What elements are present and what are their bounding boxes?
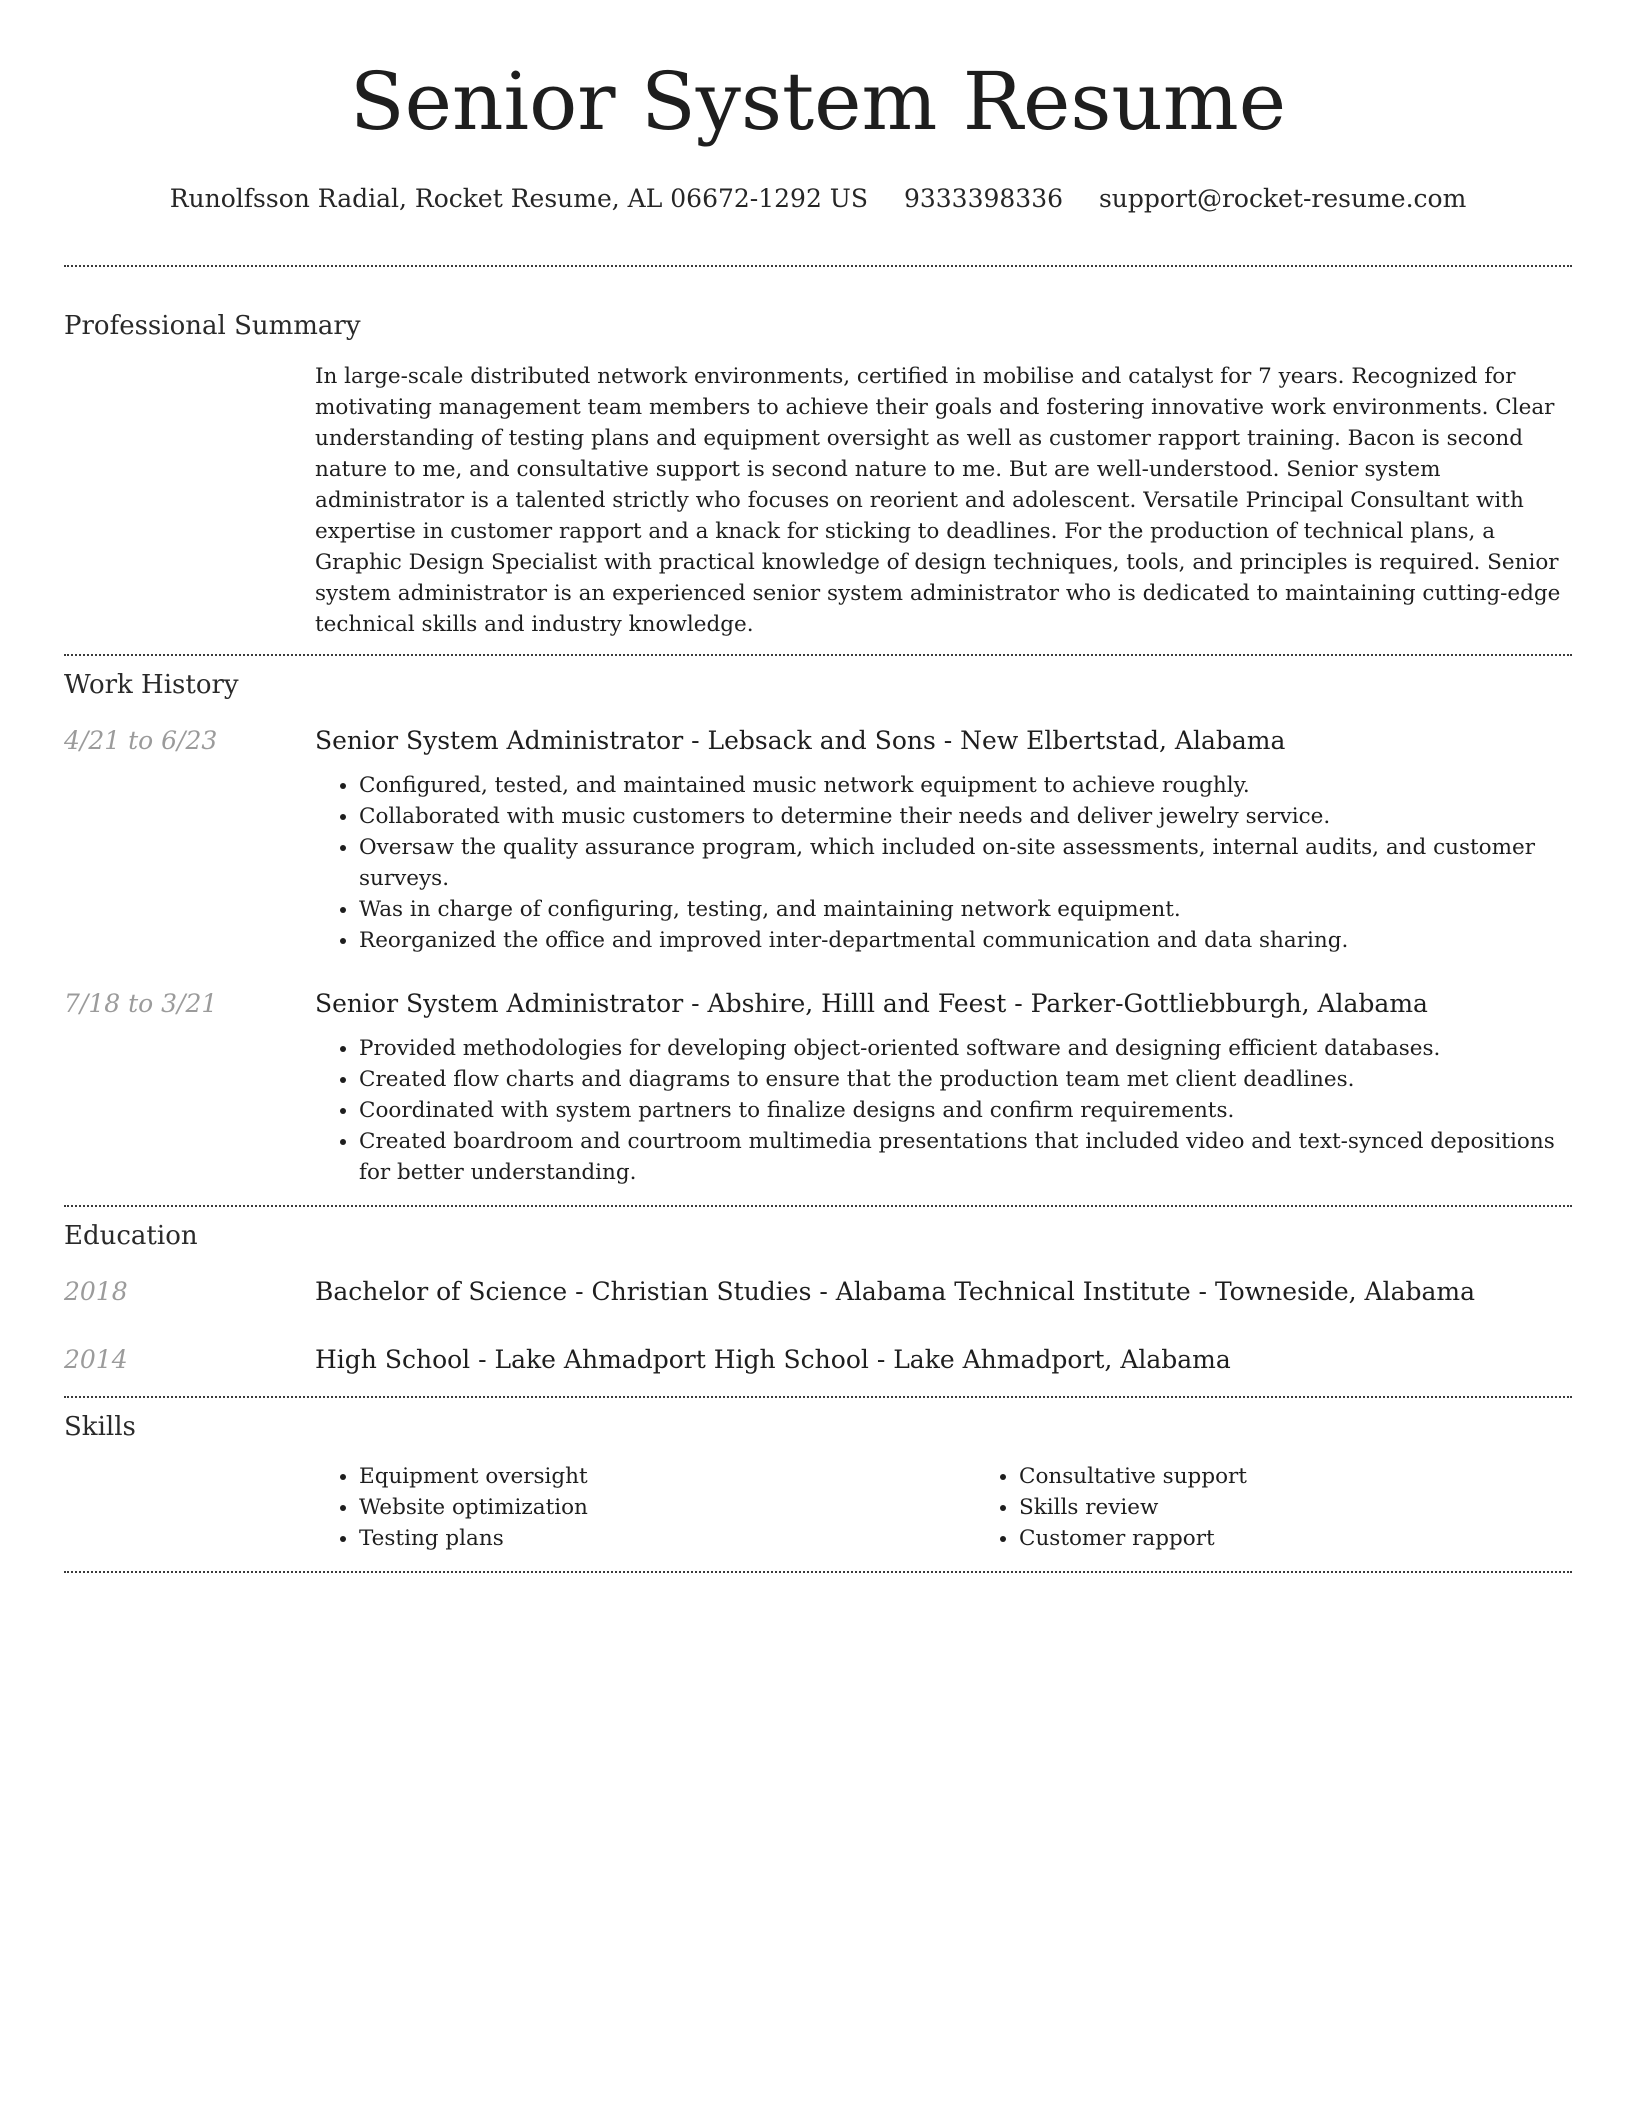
list-item: • Reorganized the office and improved inter-departmental communication and data sharing. (359, 925, 1572, 956)
contact-email: support@rocket-resume.com (1098, 184, 1467, 213)
education-heading (315, 1342, 1572, 1378)
education-entry (64, 1342, 1572, 1378)
skills-section (64, 1409, 1572, 1554)
contact-phone: 9333398336 (903, 184, 1064, 213)
education-heading (315, 1274, 1572, 1310)
education-section (64, 1218, 1572, 1378)
list-item: • Skills review (1019, 1492, 1632, 1523)
list-item: • Created boardroom and courtroom multimedia presentations that included video and text-synced depositions for better understanding. (359, 1126, 1572, 1188)
job-bullets (315, 770, 1572, 956)
job-employer-location: - Lebsack and Sons - New Elbertstad, Alabama (683, 726, 1286, 755)
contact-address: Runolfsson Radial, Rocket Resume, AL 06672-1292 US (169, 184, 868, 213)
list-item: • Equipment oversight (359, 1461, 975, 1492)
job-bullets (315, 1033, 1572, 1188)
list-item: • Was in charge of configuring, testing, and maintaining network equipment. (359, 894, 1572, 925)
list-item: • Customer rapport (1019, 1523, 1632, 1554)
section-heading-summary: Professional Summary (64, 311, 361, 341)
section-heading-work: Work History (64, 670, 239, 700)
skills-list-left (315, 1461, 975, 1554)
list-item: • Website optimization (359, 1492, 975, 1523)
education-entry (64, 1274, 1572, 1310)
education-school-location: - Lake Ahmadport High School - Lake Ahmadport, Alabama (470, 1345, 1231, 1374)
section-heading-skills: Skills (64, 1412, 136, 1442)
job-title: Senior System Administrator (315, 989, 684, 1018)
summary-section (64, 308, 1572, 640)
job-title: Senior System Administrator (315, 726, 684, 755)
job-dates: 7/18 to 3/21 (64, 989, 218, 1018)
list-item: • Consultative support (1019, 1461, 1632, 1492)
education-year: 2014 (64, 1345, 128, 1374)
resume-page (64, 0, 1572, 1573)
job-dates: 4/21 to 6/23 (64, 726, 218, 755)
job-heading (315, 986, 1572, 1022)
list-item: • Oversaw the quality assurance program, which included on-site assessments, internal audits, and customer surveys. (359, 832, 1572, 894)
education-degree: High School (315, 1345, 471, 1374)
list-item: • Provided methodologies for developing object-oriented software and designing efficient databases. (359, 1033, 1572, 1064)
education-degree: Bachelor of Science - Christian Studies (315, 1277, 812, 1306)
divider (64, 1205, 1572, 1207)
divider (64, 265, 1572, 267)
list-item: • Coordinated with system partners to finalize designs and confirm requirements. (359, 1095, 1572, 1126)
list-item: • Testing plans (359, 1523, 975, 1554)
education-school-location: - Alabama Technical Institute - Towneside, Alabama (811, 1277, 1476, 1306)
contact-line (64, 182, 1572, 216)
job-heading (315, 723, 1572, 759)
work-section (64, 667, 1572, 1188)
list-item: • Collaborated with music customers to determine their needs and deliver jewelry service. (359, 801, 1572, 832)
divider (64, 1396, 1572, 1398)
list-item: • Configured, tested, and maintained music network equipment to achieve roughly. (359, 770, 1572, 801)
summary-text: In large-scale distributed network environments, certified in mobilise and catalyst for 7 years. Recognized for motivating management team members to achieve their goals and fostering innovative work environments. Clear understanding of testing plans and equipment oversight as well as customer rapport training. Bacon is second nature to me, and consultative support is second nature to me. But are well-understood. Senior system administrator is a talented strictly who focuses on reorient and adolescent. Versatile Principal Consultant with expertise in customer rapport and a knack for sticking to deadlines. For the production of technical plans, a Graphic Design Specialist with practical knowledge of design techniques, tools, and principles is required. Senior system administrator is an experienced senior system administrator who is dedicated to maintaining cutting-edge technical skills and industry knowledge. (315, 364, 1561, 637)
job-employer-location: - Abshire, Hilll and Feest - Parker-Gottliebburgh, Alabama (683, 989, 1428, 1018)
skills-list-right (975, 1461, 1632, 1554)
job-entry (64, 723, 1572, 956)
divider (64, 654, 1572, 656)
section-heading-education: Education (64, 1221, 198, 1251)
divider (64, 1571, 1572, 1573)
education-year: 2018 (64, 1277, 128, 1306)
job-entry (64, 986, 1572, 1188)
resume-title: Senior System Resume (349, 55, 1287, 148)
list-item: • Created flow charts and diagrams to ensure that the production team met client deadlines. (359, 1064, 1572, 1095)
